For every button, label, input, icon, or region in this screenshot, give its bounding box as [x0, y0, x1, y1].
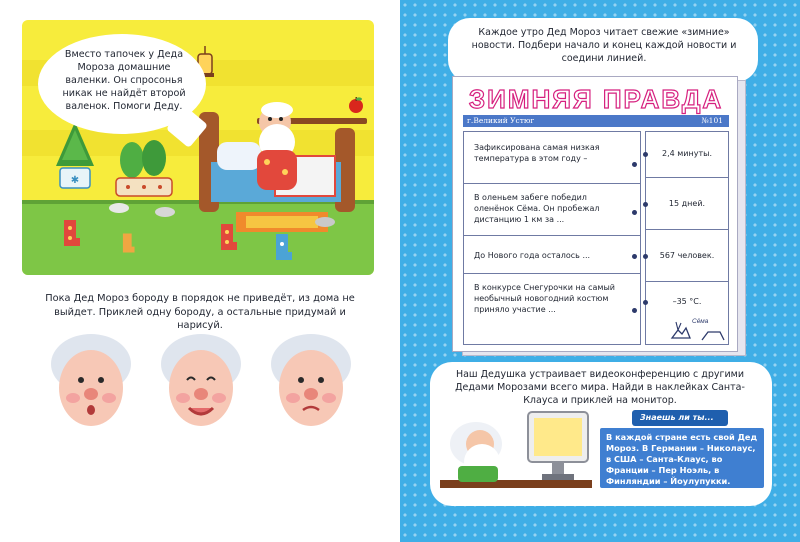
- news-end-3: 567 человек.: [659, 251, 715, 260]
- connect-dot[interactable]: [632, 210, 637, 215]
- speech-bubble-text: Вместо тапочек у Деда Мороза домашние валенки. Он спросонья никак не найдёт второй валенок. Помоги Деду.: [62, 49, 186, 112]
- newspaper-masthead: ЗИМНЯЯ ПРАВДА: [468, 84, 724, 114]
- potted-plant-icon: [110, 138, 178, 200]
- valenok-boot-icon: [217, 222, 239, 252]
- santa-at-computer-illustration: [436, 404, 596, 504]
- newspaper: [452, 76, 748, 358]
- beardless-face-icon: [45, 330, 137, 440]
- slipper-icon: [314, 216, 336, 228]
- news-starts-column: [463, 131, 641, 345]
- news-end-2: 15 дней.: [668, 199, 706, 208]
- news-start-1: Зафиксирована самая низкая температура в этом году –: [474, 143, 600, 163]
- connect-dot[interactable]: [643, 152, 648, 157]
- right-page: [400, 0, 800, 542]
- beard-task-caption: Пока Дед Мороз бороду в порядок не приведёт, из дома не выйдет. Приклей одну бороду, а остальные придумай и нарисуй.: [45, 293, 355, 331]
- news-ends-column: [645, 131, 729, 345]
- beardless-face-icon: [265, 330, 357, 440]
- newspaper-city: г.Великий Устюг: [467, 116, 535, 125]
- connect-dot[interactable]: [643, 300, 648, 305]
- slipper-icon: [154, 206, 176, 218]
- news-start-2: В оленьем забеге победил оленёнок Сёма. Он пробежал дистанцию 1 км за ...: [474, 193, 600, 224]
- newspaper-front-sheet: [452, 76, 738, 352]
- beardless-face-icon: [155, 330, 247, 440]
- svg-text:✱: ✱: [70, 175, 80, 186]
- valenok-boot-icon: [272, 232, 294, 262]
- valenok-boot-icon: [120, 232, 136, 254]
- slipper-icon: [108, 202, 130, 214]
- connect-dot[interactable]: [643, 202, 648, 207]
- news-start-4: В конкурсе Снегурочки на самый необычный новогодний костюм приняло участие ...: [474, 283, 615, 314]
- valenok-boot-icon: [60, 218, 82, 248]
- fact-title: Знаешь ли ты...: [640, 413, 714, 422]
- news-task-text: Каждое утро Дед Мороз читает свежие «зимние» новости. Подбери начало и конец каждой новости и соедини линией.: [471, 27, 737, 64]
- connect-dot[interactable]: [643, 254, 648, 259]
- videoconference-task-text: Наш Дедушка устраивает видеоконференцию с другими Дедами Морозами всего мира. Найди в наклейках Санта-Клауса и приклей на монитор.: [455, 369, 745, 406]
- newspaper-issue-number: №101: [701, 116, 723, 125]
- news-start-3: До Нового года осталось ...: [474, 251, 591, 260]
- santa-in-bed-illustration: [197, 102, 357, 222]
- bedroom-scene-illustration: [22, 20, 374, 275]
- news-end-1: 2,4 минуты.: [662, 149, 712, 158]
- news-end-4: –35 °С.: [672, 297, 702, 306]
- connect-dot[interactable]: [632, 162, 637, 167]
- connect-dot[interactable]: [632, 308, 637, 313]
- connect-dot[interactable]: [632, 254, 637, 259]
- newspaper-logo-text: Сёма: [692, 318, 709, 325]
- fact-text: В каждой стране есть свой Дед Мороз. В Германии – Николаус, в США – Санта-Клаус, во Франции – Пер Ноэль, в Финляндии – Йоулупукки.: [606, 432, 758, 486]
